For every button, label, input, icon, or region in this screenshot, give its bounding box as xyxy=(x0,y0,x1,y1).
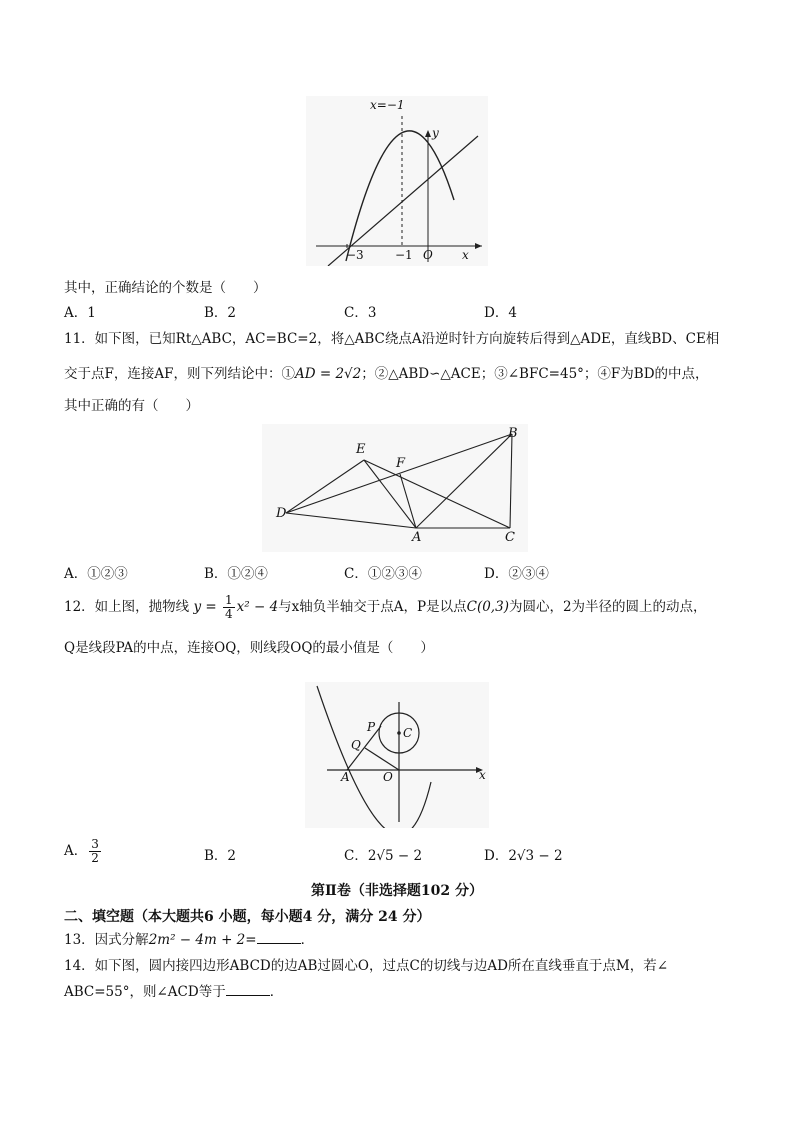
q13-text-c: ． xyxy=(300,932,315,948)
point-a2-label: A xyxy=(341,770,350,784)
q11-option-c: C．①②③④ xyxy=(344,566,422,582)
q11-line2-a: 交于点F，连接AF，则下列结论中：① xyxy=(64,366,295,382)
q11-ad-expr: AD = 2√2 xyxy=(294,366,362,382)
q14-answer-blank[interactable] xyxy=(226,983,270,996)
q12-line2: Q是线段PA的中点，连接OQ，则线段OQ的最小值是（ ） xyxy=(64,640,434,656)
q11-figure xyxy=(262,424,528,552)
point-o-label: O xyxy=(383,770,393,784)
q12-formula-fraction xyxy=(223,594,235,621)
q11-line1: 11．如下图，已知Rt△ABC，AC=BC=2，将△ABC绕点A沿逆时针方向旋转后得到△ADE，直线BD、CE相 xyxy=(64,331,720,347)
q12-line1-a: 12．如上图，抛物线 xyxy=(64,599,190,615)
point-d-label: D xyxy=(276,506,287,521)
q12-line1-b: 与x轴负半轴交于点A，P是以点 xyxy=(278,599,467,615)
point-a-label: A xyxy=(412,530,422,545)
q12-option-a-den: 2 xyxy=(91,851,99,865)
q11-line2 xyxy=(64,365,709,383)
q11-option-a: A．①②③ xyxy=(64,566,128,582)
point-c-label: C xyxy=(505,530,515,545)
q11-line2-c: ；②△ABD∽△ACE；③∠BFC=45°；④F为BD的中点， xyxy=(361,366,709,382)
q12-option-d-value: 2√3 − 2 xyxy=(508,848,563,864)
q12-frac-num: 1 xyxy=(225,593,233,607)
q12-option-c xyxy=(344,847,422,865)
q12-formula-suffix: x² − 4 xyxy=(236,599,279,615)
q13-answer-blank[interactable] xyxy=(257,931,301,944)
q12-line1-d: 为圆心，2为半径的圆上的动点， xyxy=(508,599,707,615)
q12-option-d-prefix: D． xyxy=(484,848,509,864)
q12-frac-den: 4 xyxy=(225,607,233,621)
q14-line2 xyxy=(64,983,283,1001)
q10-figure xyxy=(306,96,488,266)
q12-option-d xyxy=(484,847,563,865)
q13-line xyxy=(64,931,314,949)
q13-expression: 2m² − 4m + 2 xyxy=(148,932,246,948)
origin-label: O xyxy=(423,248,433,262)
q11-option-b: B．①②④ xyxy=(204,566,268,582)
x-eq-minus1-label: x=−1 xyxy=(370,98,405,112)
q12-center-point: C(0,3) xyxy=(466,599,509,615)
q12-option-a-prefix: A． xyxy=(64,843,88,859)
q14-line1: 14．如下图，圆内接四边形ABCD的边AB过圆心O，过点C的切线与边AD所在直线垂直于点M，若∠ xyxy=(64,958,669,974)
tick-minus3-label: −3 xyxy=(346,248,364,262)
q10-option-d: D．4 xyxy=(484,305,517,321)
q13-text-a: 13．因式分解 xyxy=(64,932,149,948)
section2-heading: 二、填空题（本大题共6 小题，每小题4 分，满分 24 分） xyxy=(64,909,431,925)
q12-line1 xyxy=(64,594,707,621)
y-axis-label: y xyxy=(432,126,439,140)
q10-option-c: C．3 xyxy=(344,305,377,321)
x-axis2-label: x xyxy=(479,768,486,782)
q11-line3: 其中正确的有（ ） xyxy=(64,398,199,414)
q11-option-d: D．②③④ xyxy=(484,566,549,582)
part2-title: 第Ⅱ卷（非选择题102 分） xyxy=(311,883,483,899)
point-b-label: B xyxy=(508,426,518,441)
point-e-label: E xyxy=(356,442,366,457)
q10-stem: 其中，正确结论的个数是（ ） xyxy=(64,280,267,296)
point-f-label: F xyxy=(396,456,406,471)
q14-line2-a: ABC=55°，则∠ACD等于 xyxy=(64,984,226,1000)
q12-option-b: B．2 xyxy=(204,848,237,864)
q12-option-a-num: 3 xyxy=(91,837,99,851)
tick-minus1-label: −1 xyxy=(395,248,413,262)
q10-option-b: B．2 xyxy=(204,305,237,321)
q12-option-a xyxy=(64,838,103,865)
q12-figure xyxy=(305,682,489,828)
q12-formula-prefix: y = xyxy=(193,599,217,615)
q14-line2-b: ． xyxy=(269,984,284,1000)
q10-option-a: A．1 xyxy=(64,305,96,321)
point-p-label: P xyxy=(367,720,376,734)
point-c2-label: C xyxy=(403,726,413,740)
x-axis-label: x xyxy=(462,248,469,262)
q12-option-a-fraction xyxy=(89,838,101,865)
q12-option-c-prefix: C． xyxy=(344,848,368,864)
q13-text-b: = xyxy=(245,932,257,948)
point-q-label: Q xyxy=(351,738,361,752)
q12-option-c-value: 2√5 − 2 xyxy=(367,848,423,864)
